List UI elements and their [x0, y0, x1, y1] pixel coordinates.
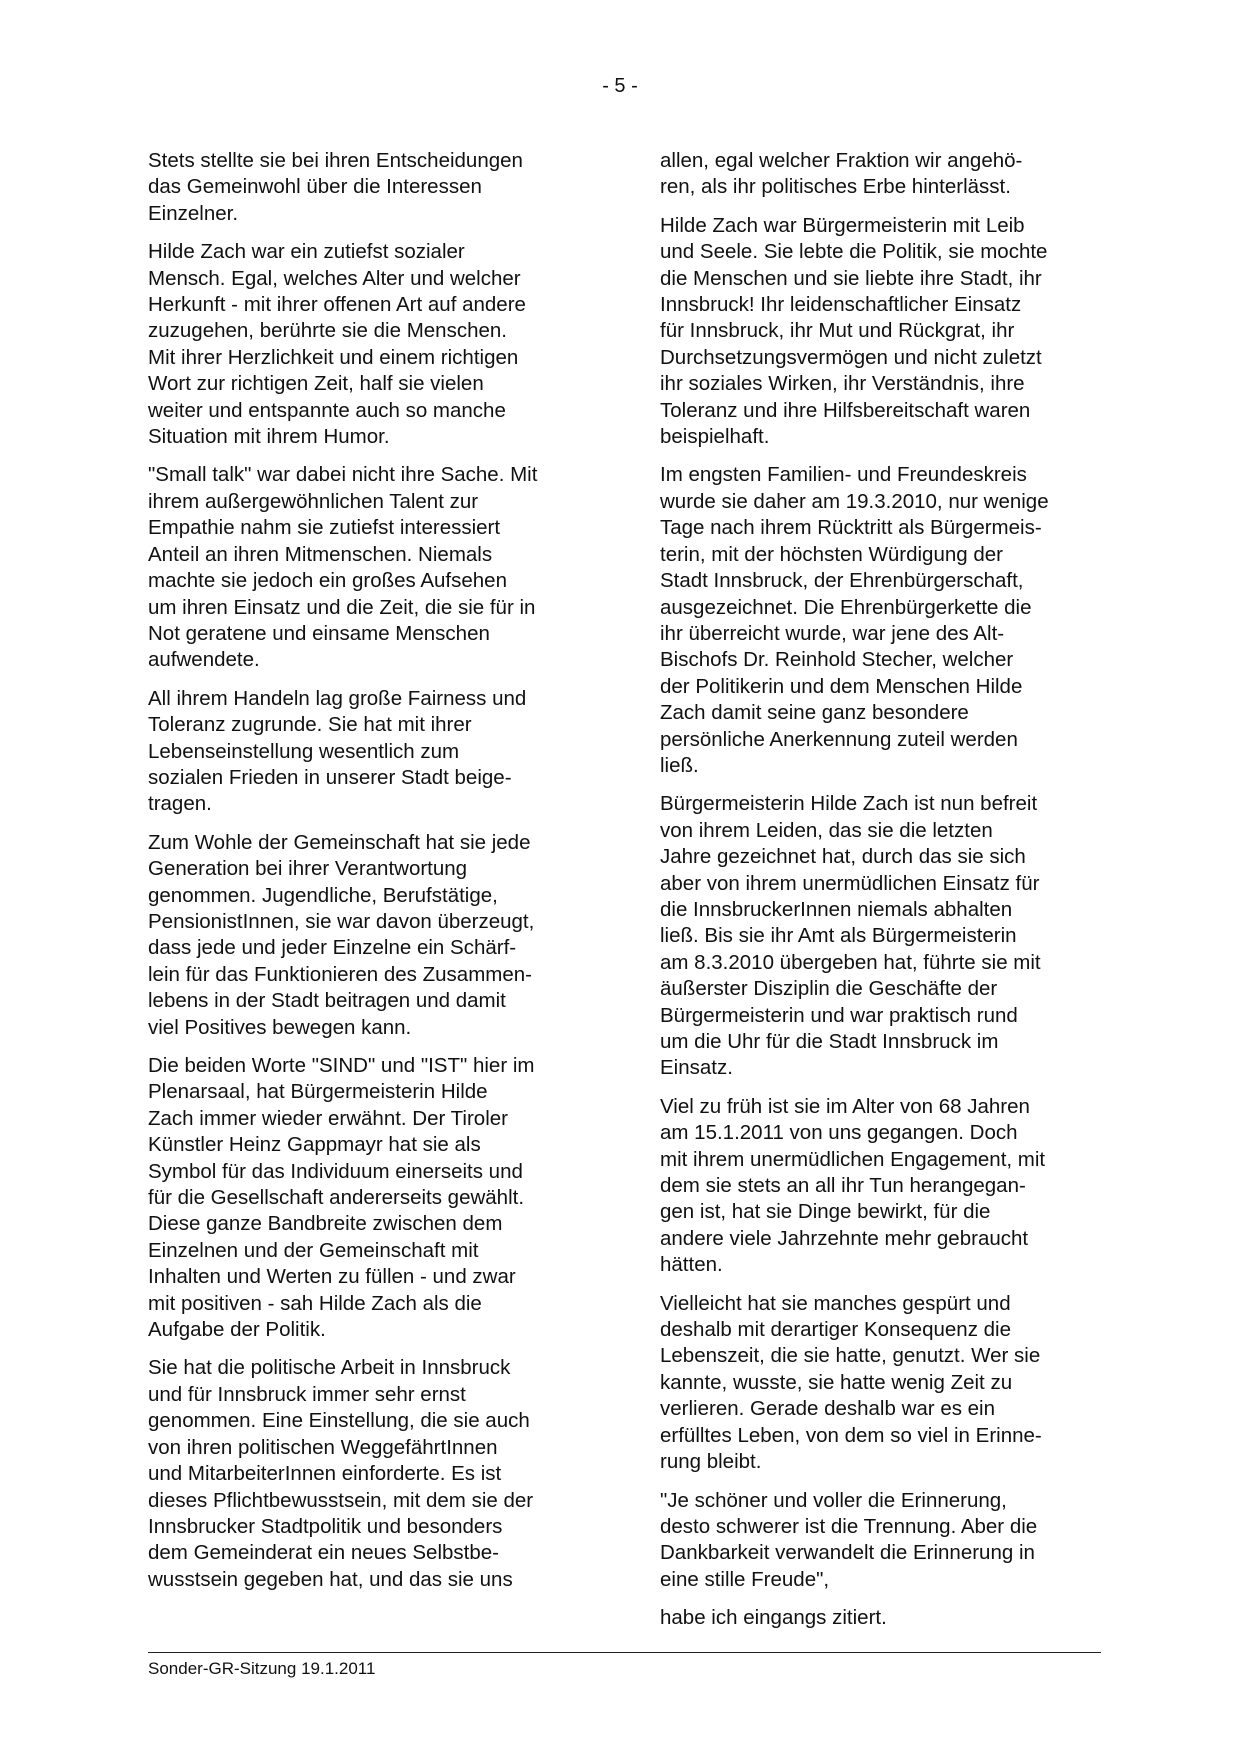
- footer-divider: [148, 1652, 1101, 1653]
- right-column: [660, 148, 1110, 1644]
- footer-text: Sonder-GR-Sitzung 19.1.2011: [148, 1659, 376, 1678]
- paragraph: Die beiden Worte "SIND" und "IST" hier im Plenarsaal, hat Bürgermeisterin Hilde Zach immer wieder erwähnt. Der Tiroler Künstler Heinz Gappmayr hat sie als Symbol für das Individuum einerseits und für die Gesellschaft andererseits gewählt. Diese ganze Bandbreite zwischen dem Einzelnen und der Gemeinschaft mit Inhalten und Werten zu füllen - und zwar mit positiven - sah Hilde Zach als die Aufgabe der Politik.: [148, 1054, 535, 1342]
- paragraph: habe ich eingangs zitiert.: [660, 1606, 887, 1630]
- paragraph: Sie hat die politische Arbeit in Innsbruck und für Innsbruck immer sehr ernst genommen. Eine Einstellung, die sie auch von ihren politischen WeggefährtInnen und MitarbeiterInnen einforderte. Es ist dieses Pflichtbewusstsein, mit dem sie der Innsbrucker Stadtpolitik und besonders dem Gemeinderat ein neues Selbstbe- wusstsein gegeben hat, und das sie uns: [148, 1356, 534, 1591]
- quotation: "Je schöner und voller die Erinnerung, desto schwerer ist die Trennung. Aber die Dankbarkeit verwandelt die Erinnerung in eine stille Freude",: [660, 1488, 1038, 1591]
- paragraph: Bürgermeisterin Hilde Zach ist nun befreit von ihrem Leiden, das sie die letzten Jahre gezeichnet hat, durch das sie sich aber von ihrem unermüdlichen Einsatz für die InnsbruckerInnen niemals abhalten ließ. Bis sie ihr Amt als Bürgermeisterin am 8.3.2010 übergeben hat, führte sie mit äußerster Disziplin die Geschäfte der Bürgermeisterin und war praktisch rund um die Uhr für die Stadt Innsbruck im Einsatz.: [660, 792, 1041, 1080]
- paragraph: allen, egal welcher Fraktion wir angehö- ren, als ihr politisches Erbe hinterlässt.: [660, 149, 1023, 199]
- paragraph: Viel zu früh ist sie im Alter von 68 Jahren am 15.1.2011 von uns gegangen. Doch mit ihrem unermüdlichen Engagement, mit dem sie stets an all ihr Tun herangegan- gen ist, hat sie Dinge bewirkt, für die andere viele Jahrzehnte mehr gebraucht hätten.: [660, 1094, 1046, 1277]
- paragraph: Hilde Zach war ein zutiefst sozialer Mensch. Egal, welches Alter und welcher Herkunft - mit ihrer offenen Art auf andere zuzugehen, berührte sie die Menschen. Mit ihrer Herzlichkeit und einem richtigen Wort zur richtigen Zeit, half sie vielen weiter und entspannte auch so manche Situation mit ihrem Humor.: [148, 240, 526, 449]
- paragraph: All ihrem Handeln lag große Fairness und Toleranz zugrunde. Sie hat mit ihrer Lebenseinstellung wesentlich zum sozialen Frieden in unserer Stadt beige- tragen.: [148, 686, 527, 816]
- page-number: - 5 -: [602, 75, 638, 97]
- paragraph: "Small talk" war dabei nicht ihre Sache. Mit ihrem außergewöhnlichen Talent zur Empathie nahm sie zutiefst interessiert Anteil an ihren Mitmenschen. Niemals machte sie jedoch ein großes Aufsehen um ihren Einsatz und die Zeit, die sie für in Not geratene und einsame Menschen aufwendete.: [148, 463, 538, 672]
- paragraph: Hilde Zach war Bürgermeisterin mit Leib und Seele. Sie lebte die Politik, sie mochte die Menschen und sie liebte ihre Stadt, ihr Innsbruck! Ihr leidenschaftlicher Einsatz für Innsbruck, ihr Mut und Rückgrat, ihr Durchsetzungsvermögen und nicht zuletzt ihr soziales Wirken, ihr Verständnis, ihre Toleranz und ihre Hilfsbereitschaft waren beispielhaft.: [660, 213, 1048, 449]
- paragraph: Vielleicht hat sie manches gespürt und deshalb mit derartiger Konsequenz die Lebenszeit, die sie hatte, genutzt. Wer sie kannte, wusste, sie hatte wenig Zeit zu verlieren. Gerade deshalb war es ein erfülltes Leben, von dem so viel in Erinne- rung bleibt.: [660, 1291, 1042, 1474]
- paragraph: Zum Wohle der Gemeinschaft hat sie jede Generation bei ihrer Verantwortung genommen. Jugendliche, Berufstätige, PensionistInnen, sie war davon überzeugt, dass jede und jeder Einzelne ein Schärf- lein für das Funktionieren des Zusammen- lebens in der Stadt beitragen und damit viel Positives bewegen kann.: [148, 830, 535, 1039]
- paragraph: Stets stellte sie bei ihren Entscheidungen das Gemeinwohl über die Interessen Einzelner.: [148, 149, 523, 225]
- paragraph: Im engsten Familien- und Freundeskreis wurde sie daher am 19.3.2010, nur wenige Tage nach ihrem Rücktritt als Bürgermeis- terin, mit der höchsten Würdigung der Stadt Innsbruck, der Ehrenbürgerschaft, ausgezeichnet. Die Ehrenbürgerkette die ihr überreicht wurde, war jene des Alt- Bischofs Dr. Reinhold Stecher, welcher der Politikerin und dem Menschen Hilde Zach damit seine ganz besondere persönliche Anerkennung zuteil werden ließ.: [660, 463, 1049, 777]
- left-column: [148, 148, 598, 1605]
